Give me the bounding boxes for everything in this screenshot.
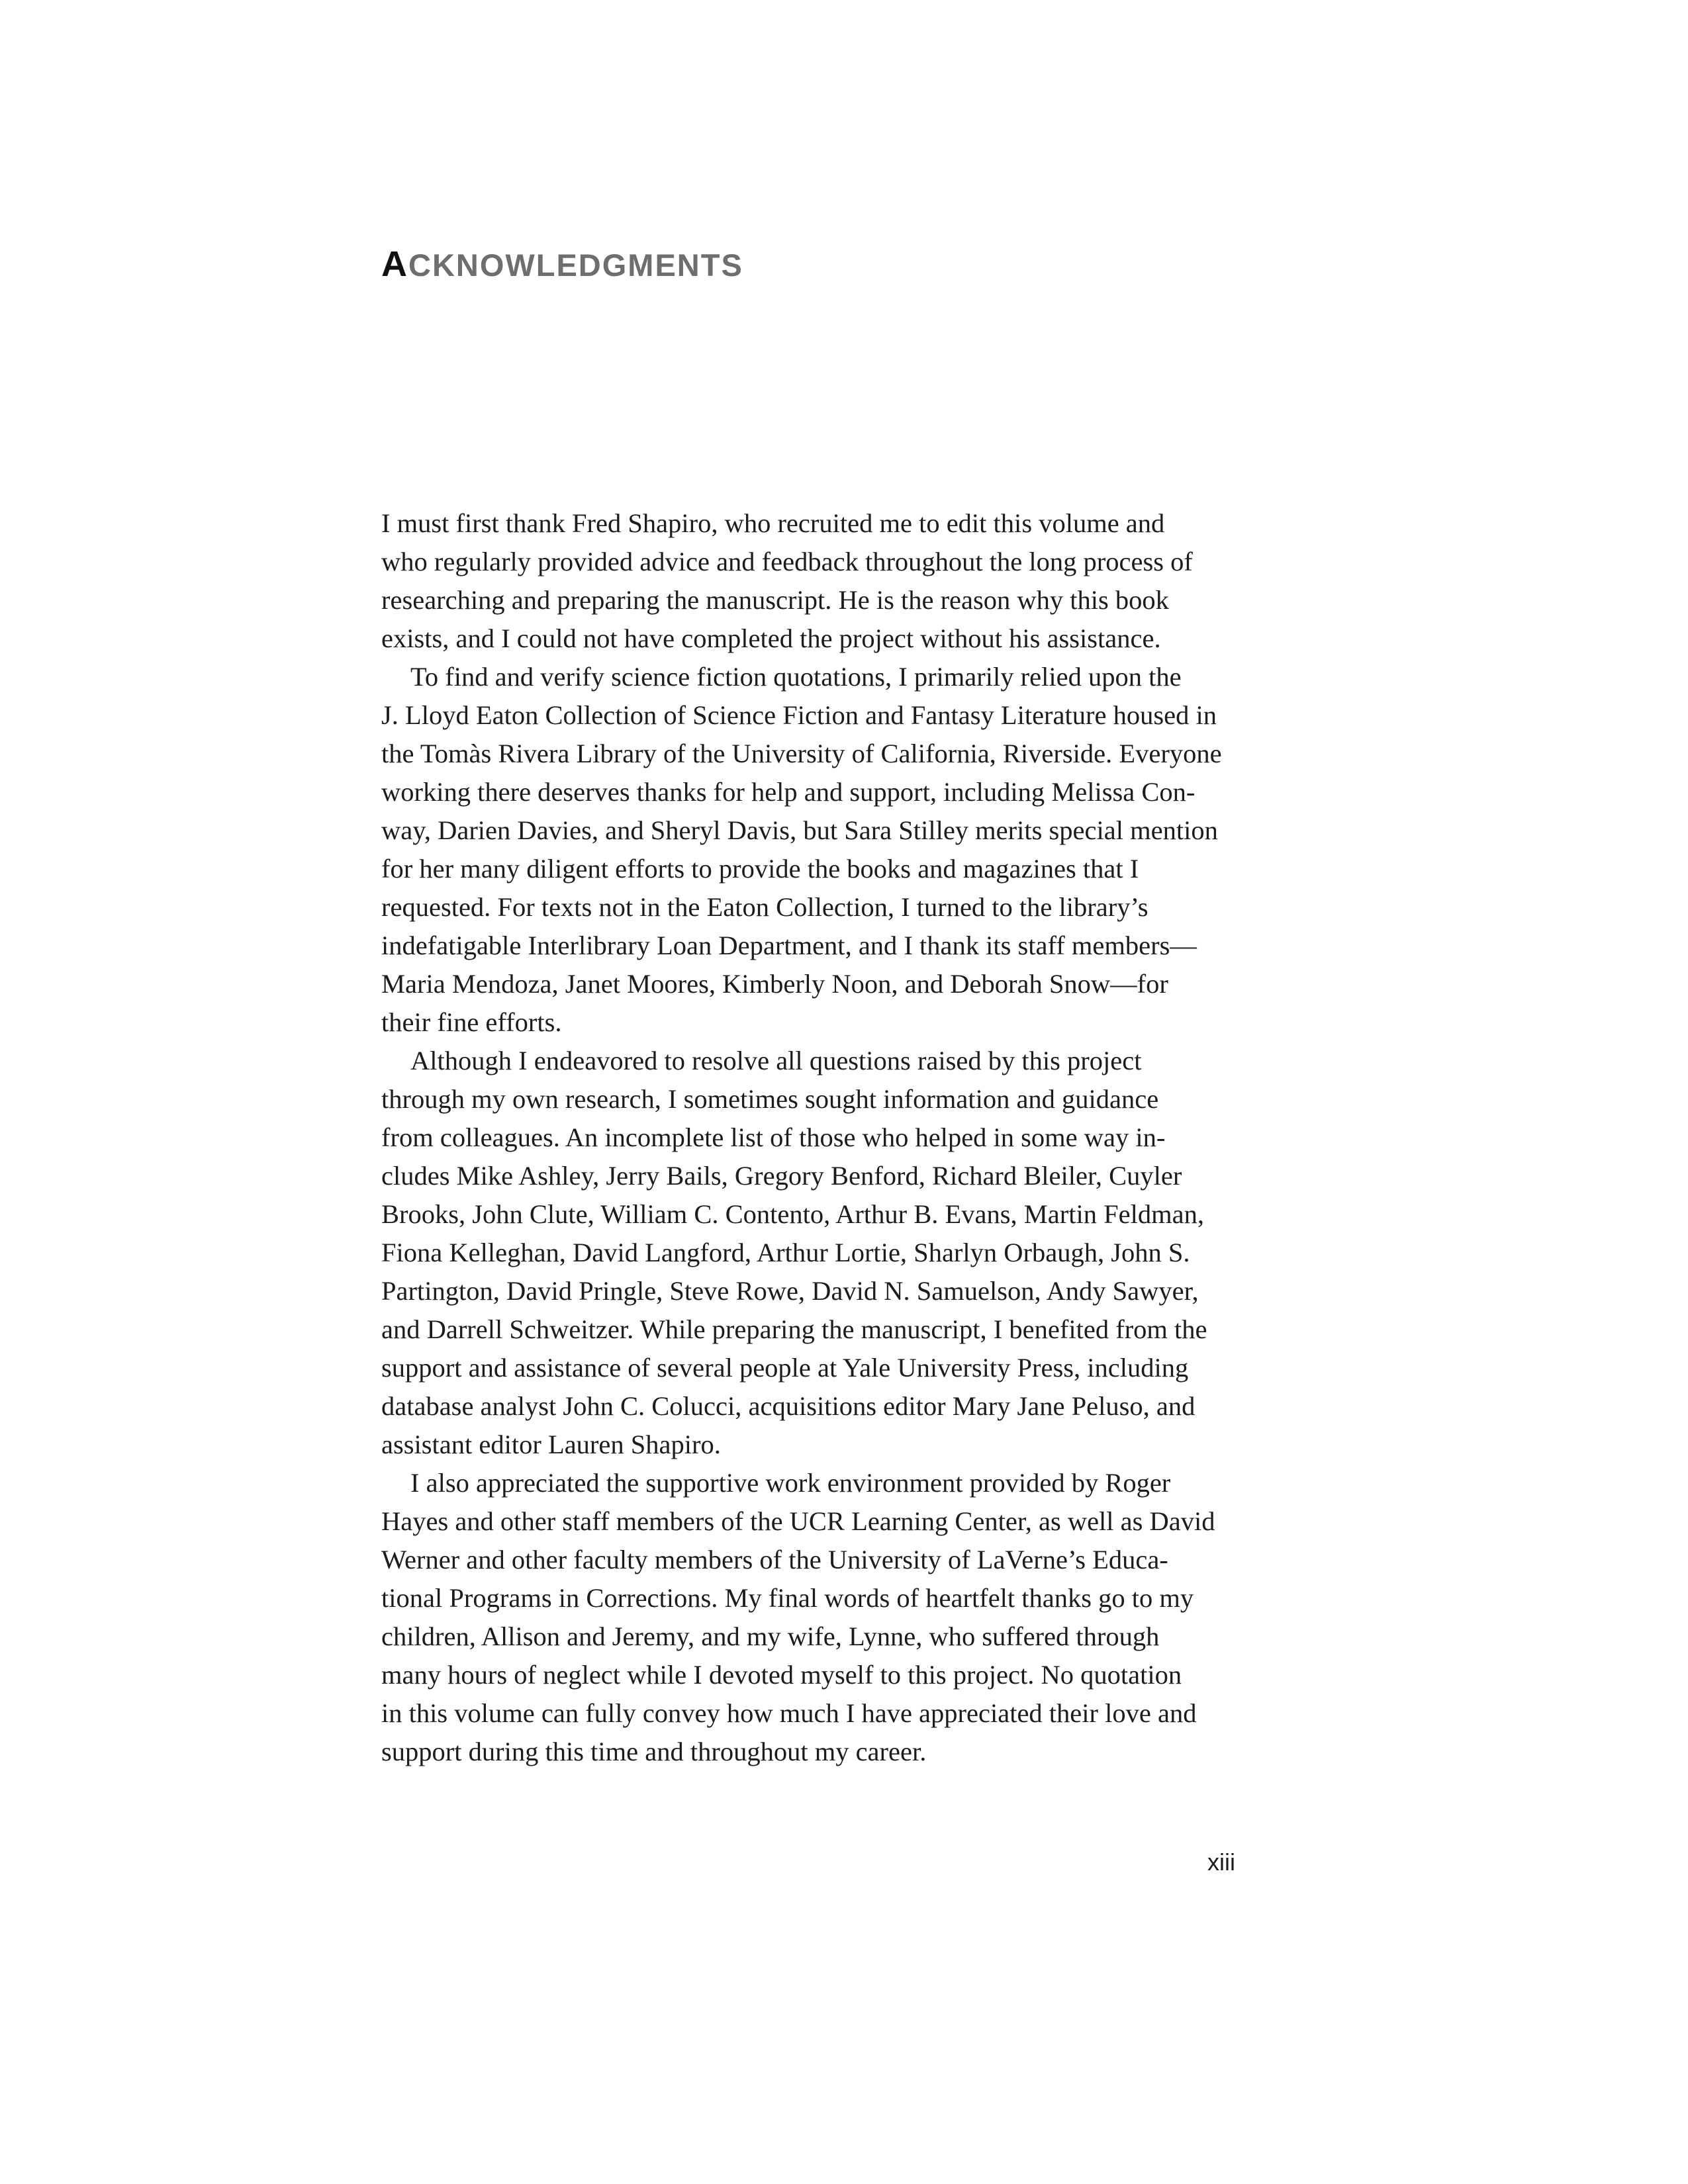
text-line: for her many diligent efforts to provide the books and magazines that I	[381, 854, 1139, 884]
text-line: working there deserves thanks for help and support, including Melissa Con-	[381, 777, 1196, 807]
text-line: I also appreciated the supportive work environment provided by Roger	[410, 1468, 1171, 1498]
text-line: assistant editor Lauren Shapiro.	[381, 1430, 721, 1459]
text-line: I must first thank Fred Shapiro, who recruited me to edit this volume and	[381, 508, 1165, 538]
text-line: support during this time and throughout my career.	[381, 1737, 927, 1766]
paragraph-3	[381, 1042, 1235, 1464]
title-initial: A	[381, 244, 408, 284]
text-line: through my own research, I sometimes sought information and guidance	[381, 1084, 1159, 1114]
paragraph-2	[381, 658, 1235, 1042]
text-line: indefatigable Interlibrary Loan Department, and I thank its staff members—	[381, 931, 1197, 960]
text-line: To find and verify science fiction quotations, I primarily relied upon the	[410, 662, 1182, 692]
page-title	[381, 246, 743, 282]
title-rest: CKNOWLEDGMENTS	[408, 248, 743, 283]
text-line: from colleagues. An incomplete list of those who helped in some way in-	[381, 1122, 1166, 1152]
text-line: in this volume can fully convey how much I have appreciated their love and	[381, 1698, 1197, 1728]
text-line: the Tomàs Rivera Library of the University of California, Riverside. Everyone	[381, 739, 1222, 768]
text-line: Werner and other faculty members of the University of LaVerne’s Educa-	[381, 1545, 1168, 1574]
text-line: and Darrell Schweitzer. While preparing the manuscript, I benefited from the	[381, 1314, 1207, 1344]
text-line: database analyst John C. Colucci, acquisitions editor Mary Jane Peluso, and	[381, 1391, 1196, 1421]
text-line: their fine efforts.	[381, 1007, 562, 1037]
text-line: who regularly provided advice and feedback throughout the long process of	[381, 547, 1193, 576]
text-line: Partington, David Pringle, Steve Rowe, David N. Samuelson, Andy Sawyer,	[381, 1276, 1199, 1306]
text-line: Brooks, John Clute, William C. Contento, Arthur B. Evans, Martin Feldman,	[381, 1199, 1204, 1229]
text-line: J. Lloyd Eaton Collection of Science Fiction and Fantasy Literature housed in	[381, 700, 1217, 730]
text-line: support and assistance of several people at Yale University Press, including	[381, 1353, 1189, 1383]
text-line: way, Darien Davies, and Sheryl Davis, but Sara Stilley merits special mention	[381, 815, 1218, 845]
page-number: xiii	[1207, 1848, 1235, 1876]
paragraph-1	[381, 504, 1235, 658]
paragraph-4	[381, 1464, 1235, 1771]
text-line: exists, and I could not have completed the project without his assistance.	[381, 623, 1161, 653]
acknowledgments-body	[381, 504, 1235, 1771]
text-line: Hayes and other staff members of the UCR Learning Center, as well as David	[381, 1506, 1215, 1536]
text-line: Although I endeavored to resolve all questions raised by this project	[410, 1046, 1142, 1075]
text-line: researching and preparing the manuscript. He is the reason why this book	[381, 585, 1169, 615]
text-line: children, Allison and Jeremy, and my wife, Lynne, who suffered through	[381, 1621, 1160, 1651]
text-line: Maria Mendoza, Janet Moores, Kimberly Noon, and Deborah Snow—for	[381, 969, 1168, 999]
text-line: cludes Mike Ashley, Jerry Bails, Gregory Benford, Richard Bleiler, Cuyler	[381, 1161, 1182, 1191]
text-line: Fiona Kelleghan, David Langford, Arthur Lortie, Sharlyn Orbaugh, John S.	[381, 1238, 1190, 1267]
text-line: many hours of neglect while I devoted myself to this project. No quotation	[381, 1660, 1182, 1690]
text-line: tional Programs in Corrections. My final words of heartfelt thanks go to my	[381, 1583, 1194, 1613]
text-line: requested. For texts not in the Eaton Collection, I turned to the library’s	[381, 892, 1149, 922]
